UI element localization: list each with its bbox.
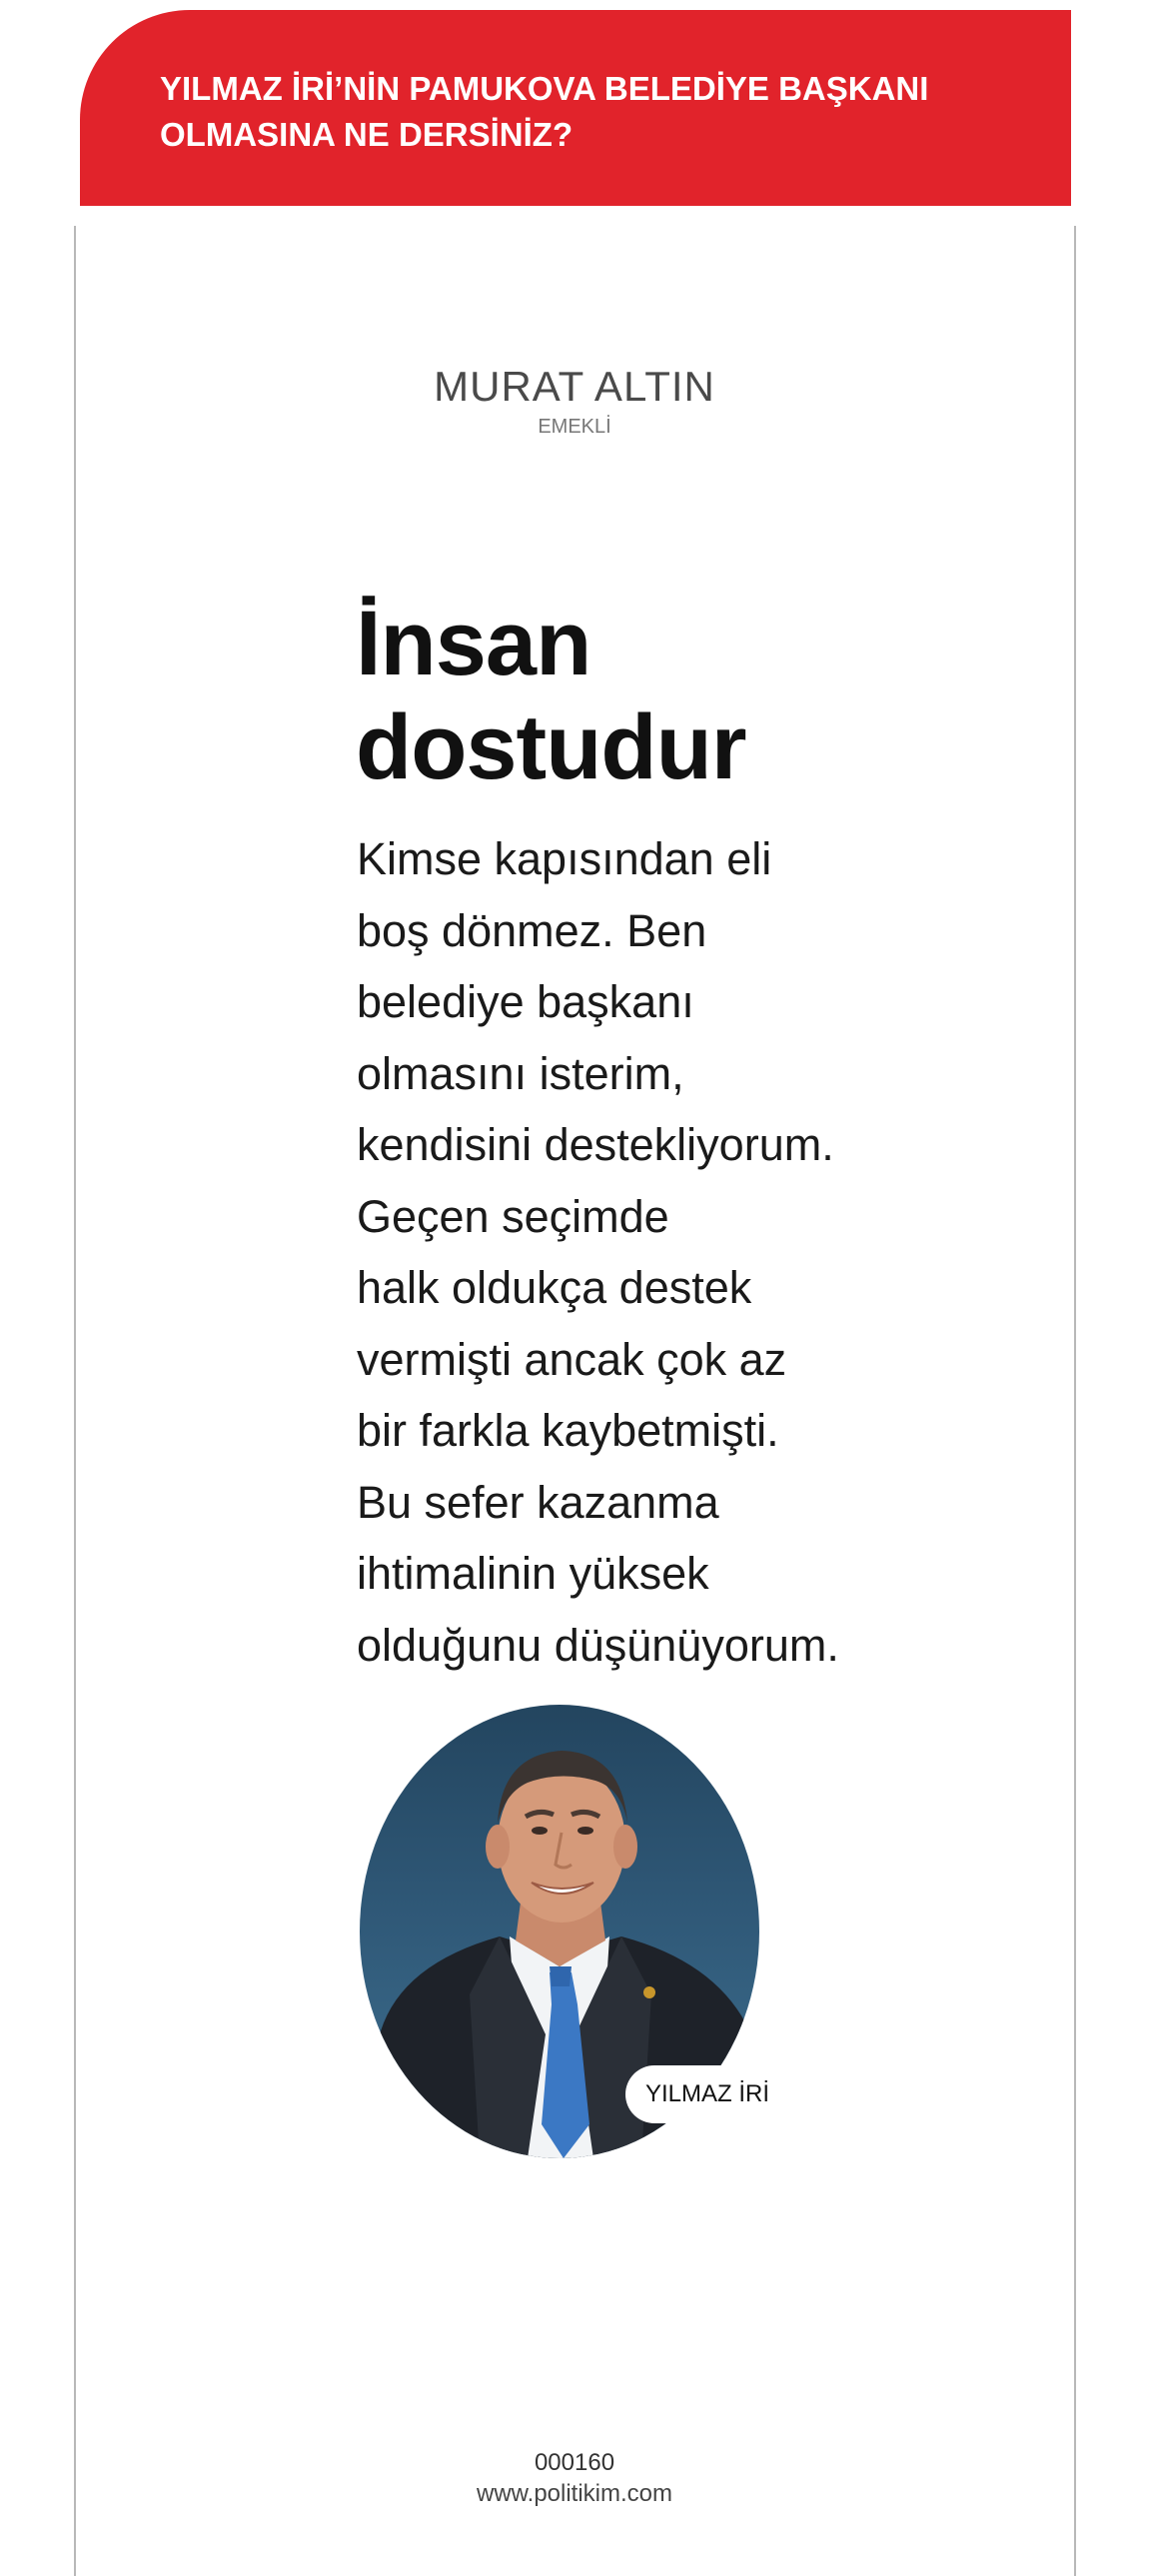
body-line: ihtimalinin yüksek bbox=[357, 1548, 709, 1599]
footer bbox=[0, 2448, 1149, 2510]
headline-line-1: İnsan bbox=[356, 593, 591, 694]
headline bbox=[356, 592, 955, 799]
author-name: MURAT ALTIN bbox=[434, 363, 715, 410]
frame-left-border bbox=[74, 226, 76, 2576]
author-role: EMEKLİ bbox=[538, 416, 611, 438]
body-line: olduğunu düşünüyorum. bbox=[357, 1619, 839, 1671]
body-line: vermişti ancak çok az bbox=[357, 1333, 787, 1385]
footer-code: 000160 bbox=[534, 2449, 615, 2476]
author-block bbox=[0, 362, 1149, 440]
photo-caption: YILMAZ İRİ bbox=[625, 2065, 759, 2123]
body-line: kendisini destekliyorum. bbox=[357, 1119, 834, 1170]
body-line: Geçen seçimde bbox=[357, 1190, 669, 1242]
body-line: Bu sefer kazanma bbox=[357, 1476, 719, 1528]
header-banner bbox=[80, 10, 1071, 206]
headline-line-2: dostudur bbox=[356, 696, 746, 798]
body-text bbox=[357, 823, 996, 1681]
body-line: belediye başkanı bbox=[357, 976, 694, 1027]
banner-title: YILMAZ İRİ’NİN PAMUKOVA BELEDİYE BAŞKANI OLMASINA NE DERSİNİZ? bbox=[160, 70, 929, 153]
footer-url[interactable]: www.politikim.com bbox=[476, 2480, 673, 2507]
body-line: boş dönmez. Ben bbox=[357, 904, 707, 956]
body-line: bir farkla kaybetmişti. bbox=[357, 1405, 779, 1456]
body-line: olmasını isterim, bbox=[357, 1047, 684, 1099]
body-line: halk oldukça destek bbox=[357, 1262, 752, 1313]
frame-right-border bbox=[1074, 226, 1076, 2576]
body-line: Kimse kapısından eli bbox=[357, 833, 772, 884]
